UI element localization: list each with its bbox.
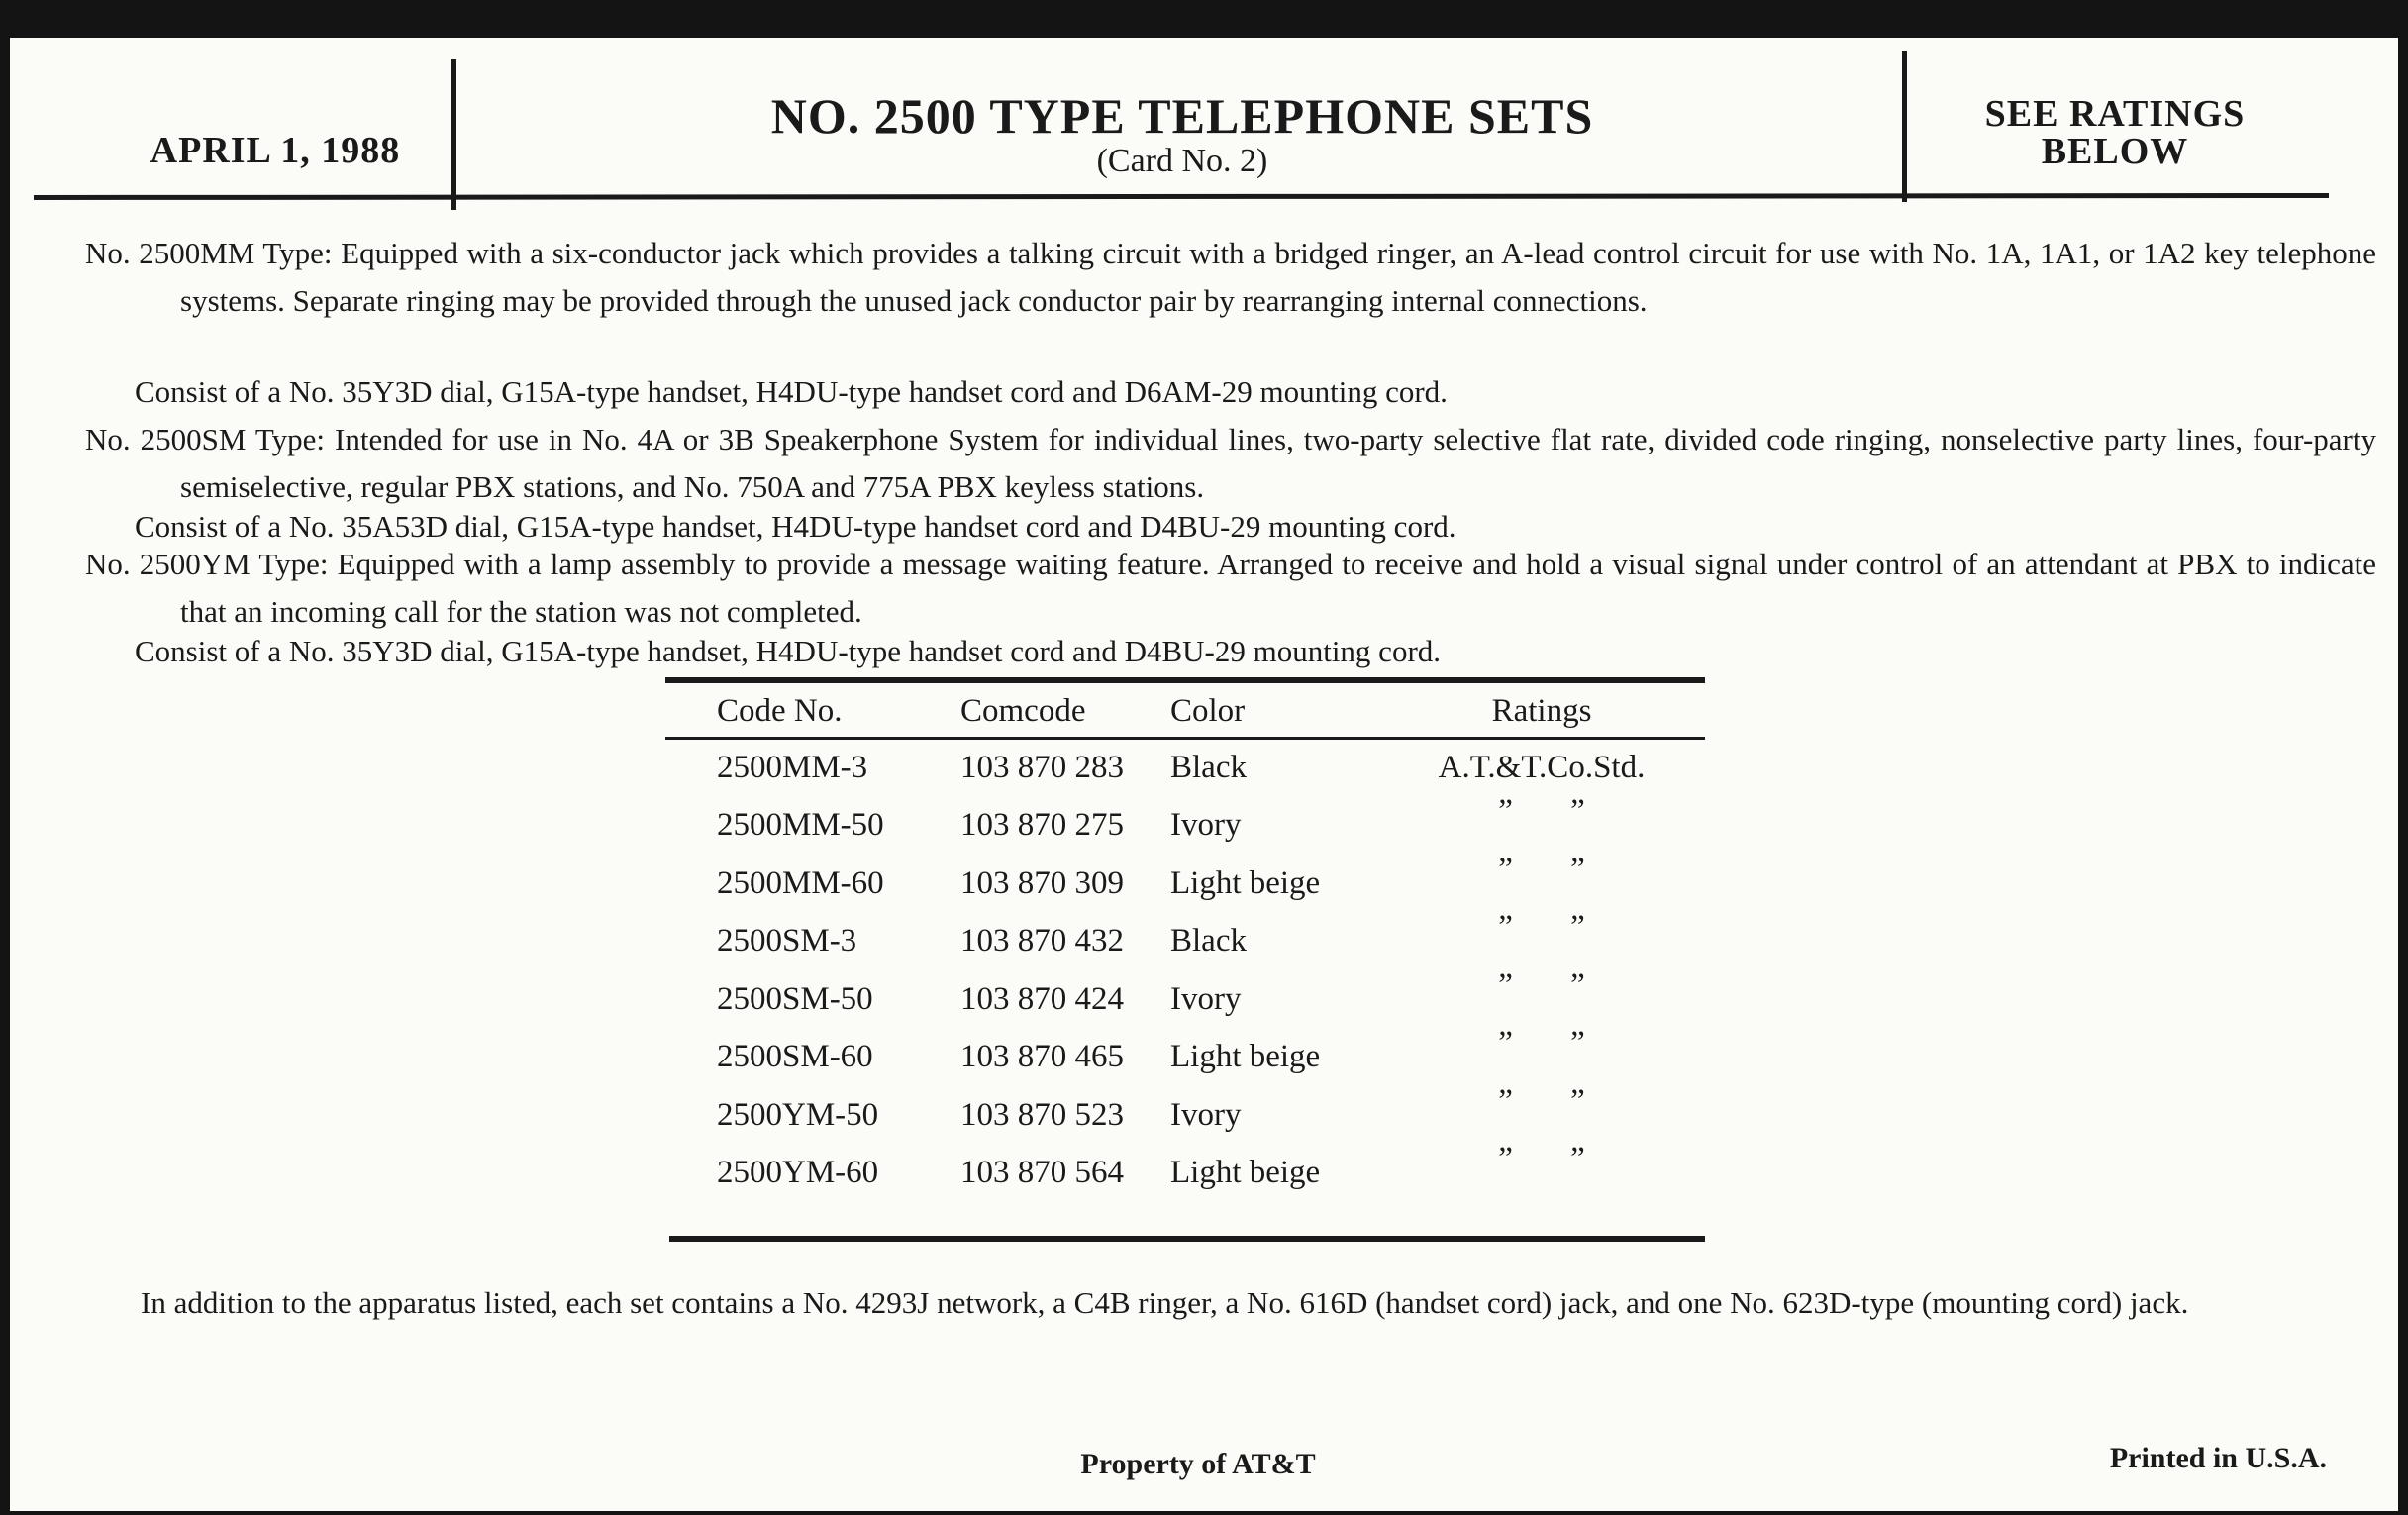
cell-rating: ” ” — [1498, 909, 1585, 946]
ratings-note-line2: BELOW — [2041, 131, 2189, 172]
cell-comcode: 103 870 309 — [960, 864, 1124, 901]
consist-2500sm: Consist of a No. 35A53D dial, G15A-type handset, H4DU-type handset cord and D4BU-29 mounting cord. — [135, 509, 1456, 544]
cell-color: Light beige — [1170, 1155, 1321, 1191]
cell-comcode: 103 870 283 — [960, 749, 1124, 785]
cell-code: 2500SM-3 — [717, 923, 857, 960]
card-title: NO. 2500 TYPE TELEPHONE SETS — [770, 88, 1594, 144]
cell-code: 2500MM-50 — [717, 807, 884, 844]
apparatus-footnote: In addition to the apparatus listed, each set contains a No. 4293J network, a C4B ringer, a No. 616D (handset cord) jack, and one No. 623D-type (mounting cord) jack. — [141, 1285, 2189, 1320]
cell-color: Ivory — [1170, 980, 1242, 1017]
consist-2500mm: Consist of a No. 35Y3D dial, G15A-type handset, H4DU-type handset cord and D6AM-29 mounting cord. — [135, 374, 1448, 409]
cell-color: Ivory — [1170, 807, 1242, 844]
cell-color: Ivory — [1170, 1096, 1242, 1133]
description-2500mm: No. 2500MM Type: Equipped with a six-conductor jack which provides a talking circuit with a bridged ringer, an A-lead control circuit for use with No. 1A, 1A1, or 1A2 key telephone systems. Separate ringing may be provided through the unused jack conductor pair by rearranging internal connections. — [85, 236, 2376, 318]
cell-comcode: 103 870 564 — [960, 1155, 1124, 1191]
ratings-note — [1907, 95, 2323, 170]
consist-2500ym: Consist of a No. 35Y3D dial, G15A-type handset, H4DU-type handset cord and D4BU-29 mounting cord. — [135, 634, 1442, 668]
cell-rating: ” ” — [1498, 793, 1585, 830]
cell-rating-wrap — [1378, 966, 1705, 1029]
table-row — [665, 1029, 1705, 1087]
cell-color: Black — [1170, 749, 1247, 785]
cell-comcode: 103 870 432 — [960, 923, 1124, 960]
cell-comcode: 103 870 275 — [960, 807, 1124, 844]
cell-rating-wrap — [1378, 1141, 1705, 1203]
cell-comcode: 103 870 465 — [960, 1039, 1124, 1075]
cell-rating-wrap — [1378, 1025, 1705, 1087]
cell-code: 2500MM-3 — [717, 749, 868, 785]
cell-rating: ” ” — [1498, 1141, 1585, 1177]
cell-rating: ” ” — [1498, 851, 1585, 887]
card-date: APRIL 1, 1988 — [150, 130, 401, 171]
description-2500sm: No. 2500SM Type: Intended for use in No. 4A or 3B Speakerphone System for individual lines, two-party selective flat rate, divided code ringing, nonselective party lines, four-party semiselective, regular PBX stations, and No. 750A and 775A PBX keyless stations. — [85, 422, 2376, 504]
cell-color: Light beige — [1170, 864, 1321, 901]
header-rule — [34, 193, 2329, 200]
cell-code: 2500SM-50 — [717, 980, 873, 1017]
table-row — [665, 1145, 1705, 1203]
cell-rating: ” ” — [1498, 966, 1585, 1003]
cell-comcode: 103 870 523 — [960, 1096, 1124, 1133]
header-code-no: Code No. — [717, 692, 843, 729]
table-header-row — [665, 687, 1705, 735]
cell-code: 2500MM-60 — [717, 864, 884, 901]
cell-rating-wrap — [1378, 1082, 1705, 1145]
cell-comcode: 103 870 424 — [960, 980, 1124, 1017]
cell-rating: A.T.&T.Co.Std. — [1438, 749, 1646, 785]
property-notice: Property of AT&T — [1080, 1448, 1316, 1480]
cell-color: Light beige — [1170, 1039, 1321, 1075]
printed-notice: Printed in U.S.A. — [2109, 1442, 2327, 1474]
header-ratings: Ratings — [1491, 692, 1592, 729]
table-row — [665, 913, 1705, 971]
table-top-rule — [665, 677, 1705, 683]
table-row — [665, 855, 1705, 913]
table-bottom-rule — [669, 1236, 1705, 1242]
code-table — [665, 687, 1705, 1202]
table-row — [665, 735, 1705, 797]
ratings-note-line1: SEE RATINGS — [1984, 93, 2246, 135]
cell-rating-wrap — [1378, 793, 1705, 856]
cell-color: Black — [1170, 923, 1247, 960]
cell-rating-wrap — [1378, 909, 1705, 971]
cell-rating-wrap — [1378, 851, 1705, 913]
header-color: Color — [1170, 692, 1246, 729]
cell-code: 2500YM-60 — [717, 1155, 879, 1191]
table-row — [665, 970, 1705, 1029]
cell-code: 2500SM-60 — [717, 1039, 873, 1075]
card-subtitle: (Card No. 2) — [1096, 143, 1268, 179]
header-comcode: Comcode — [960, 692, 1086, 729]
table-row — [665, 797, 1705, 856]
description-2500ym: No. 2500YM Type: Equipped with a lamp assembly to provide a message waiting feature. Arranged to receive and hold a visual signal under control of an attendant at PBX to indicate that an incoming call for the station was not completed. — [85, 547, 2376, 629]
catalog-card — [10, 38, 2398, 1511]
cell-code: 2500YM-50 — [717, 1096, 879, 1133]
cell-rating: ” ” — [1498, 1082, 1585, 1119]
cell-rating: ” ” — [1498, 1025, 1585, 1061]
table-row — [665, 1086, 1705, 1145]
